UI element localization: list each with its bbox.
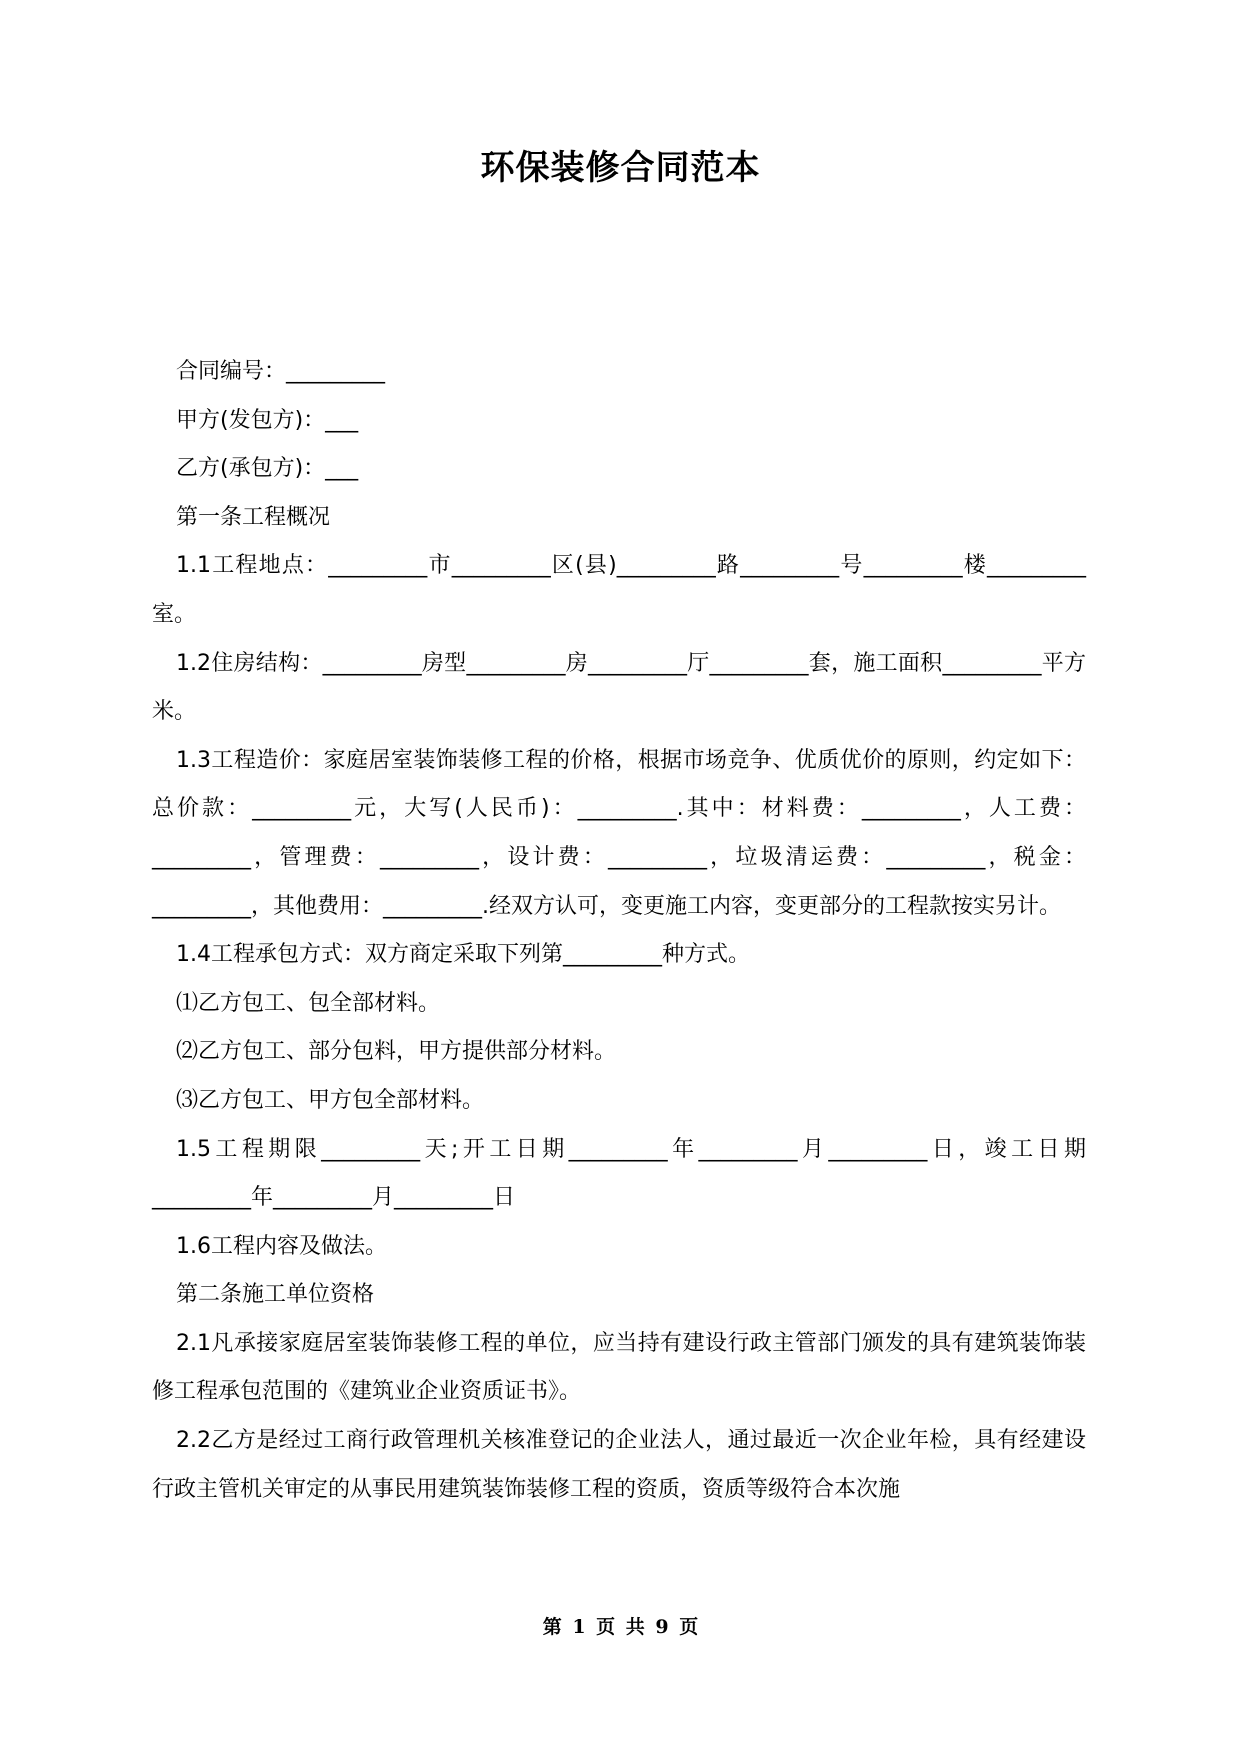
document-title: 环保装修合同范本 (480, 148, 761, 188)
clause-2-1: 2.1凡承接家庭居室装饰装修工程的单位，应当持有建设行政主管部门颁发的具有建筑装饰装修工程承包范围的《建筑业企业资质证书》。 (152, 1330, 1086, 1405)
clause-1-2: 1.2住房结构：_________房型_________房_________厅_________套，施工面积_________平方米。 (152, 650, 1086, 725)
page-indicator: 第 1 页 共 9 页 (542, 1616, 699, 1638)
clause-1-4-option-3: ⑶乙方包工、甲方包全部材料。 (176, 1087, 485, 1113)
clause-1-4-option-1: ⑴乙方包工、包全部材料。 (176, 990, 441, 1016)
clause-1-5: 1.5工程期限_________天;开工日期_________年_________月_________日，竣工日期_________年_________月_________日 (152, 1136, 1086, 1211)
clause-1-6: 1.6工程内容及做法。 (176, 1233, 387, 1259)
clause-1-4-option-2: ⑵乙方包工、部分包料，甲方提供部分材料。 (176, 1039, 617, 1065)
party-b-line: 乙方(承包方)：___ (176, 456, 359, 482)
document-body (152, 348, 1086, 1514)
party-a-line: 甲方(发包方)：___ (176, 407, 359, 433)
article-2-heading: 第二条施工单位资格 (176, 1282, 375, 1308)
clause-1-3: 1.3工程造价：家庭居室装饰装修工程的价格，根据市场竞争、优质优价的原则，约定如下：总价款：_________元，大写(人民币)：_________.其中：材料费：_________，人工费：_________，管理费：_________，设计费：_________，垃圾清运费：_________，税金：_________，其他费用：_________.经双方认可，变更施工内容，变更部分的工程款按实另计。 (152, 747, 1086, 919)
article-1-heading: 第一条工程概况 (176, 504, 331, 530)
clause-1-1: 1.1工程地点：_________市_________区(县)_________路_________号_________楼_________室。 (152, 553, 1086, 627)
clause-2-2: 2.2乙方是经过工商行政管理机关核准登记的企业法人，通过最近一次企业年检，具有经建设行政主管机关审定的从事民用建筑装饰装修工程的资质，资质等级符合本次施 (152, 1428, 1086, 1502)
contract-number-line: 合同编号：_________ (176, 359, 386, 384)
clause-1-4: 1.4工程承包方式：双方商定采取下列第_________种方式。 (176, 942, 750, 968)
